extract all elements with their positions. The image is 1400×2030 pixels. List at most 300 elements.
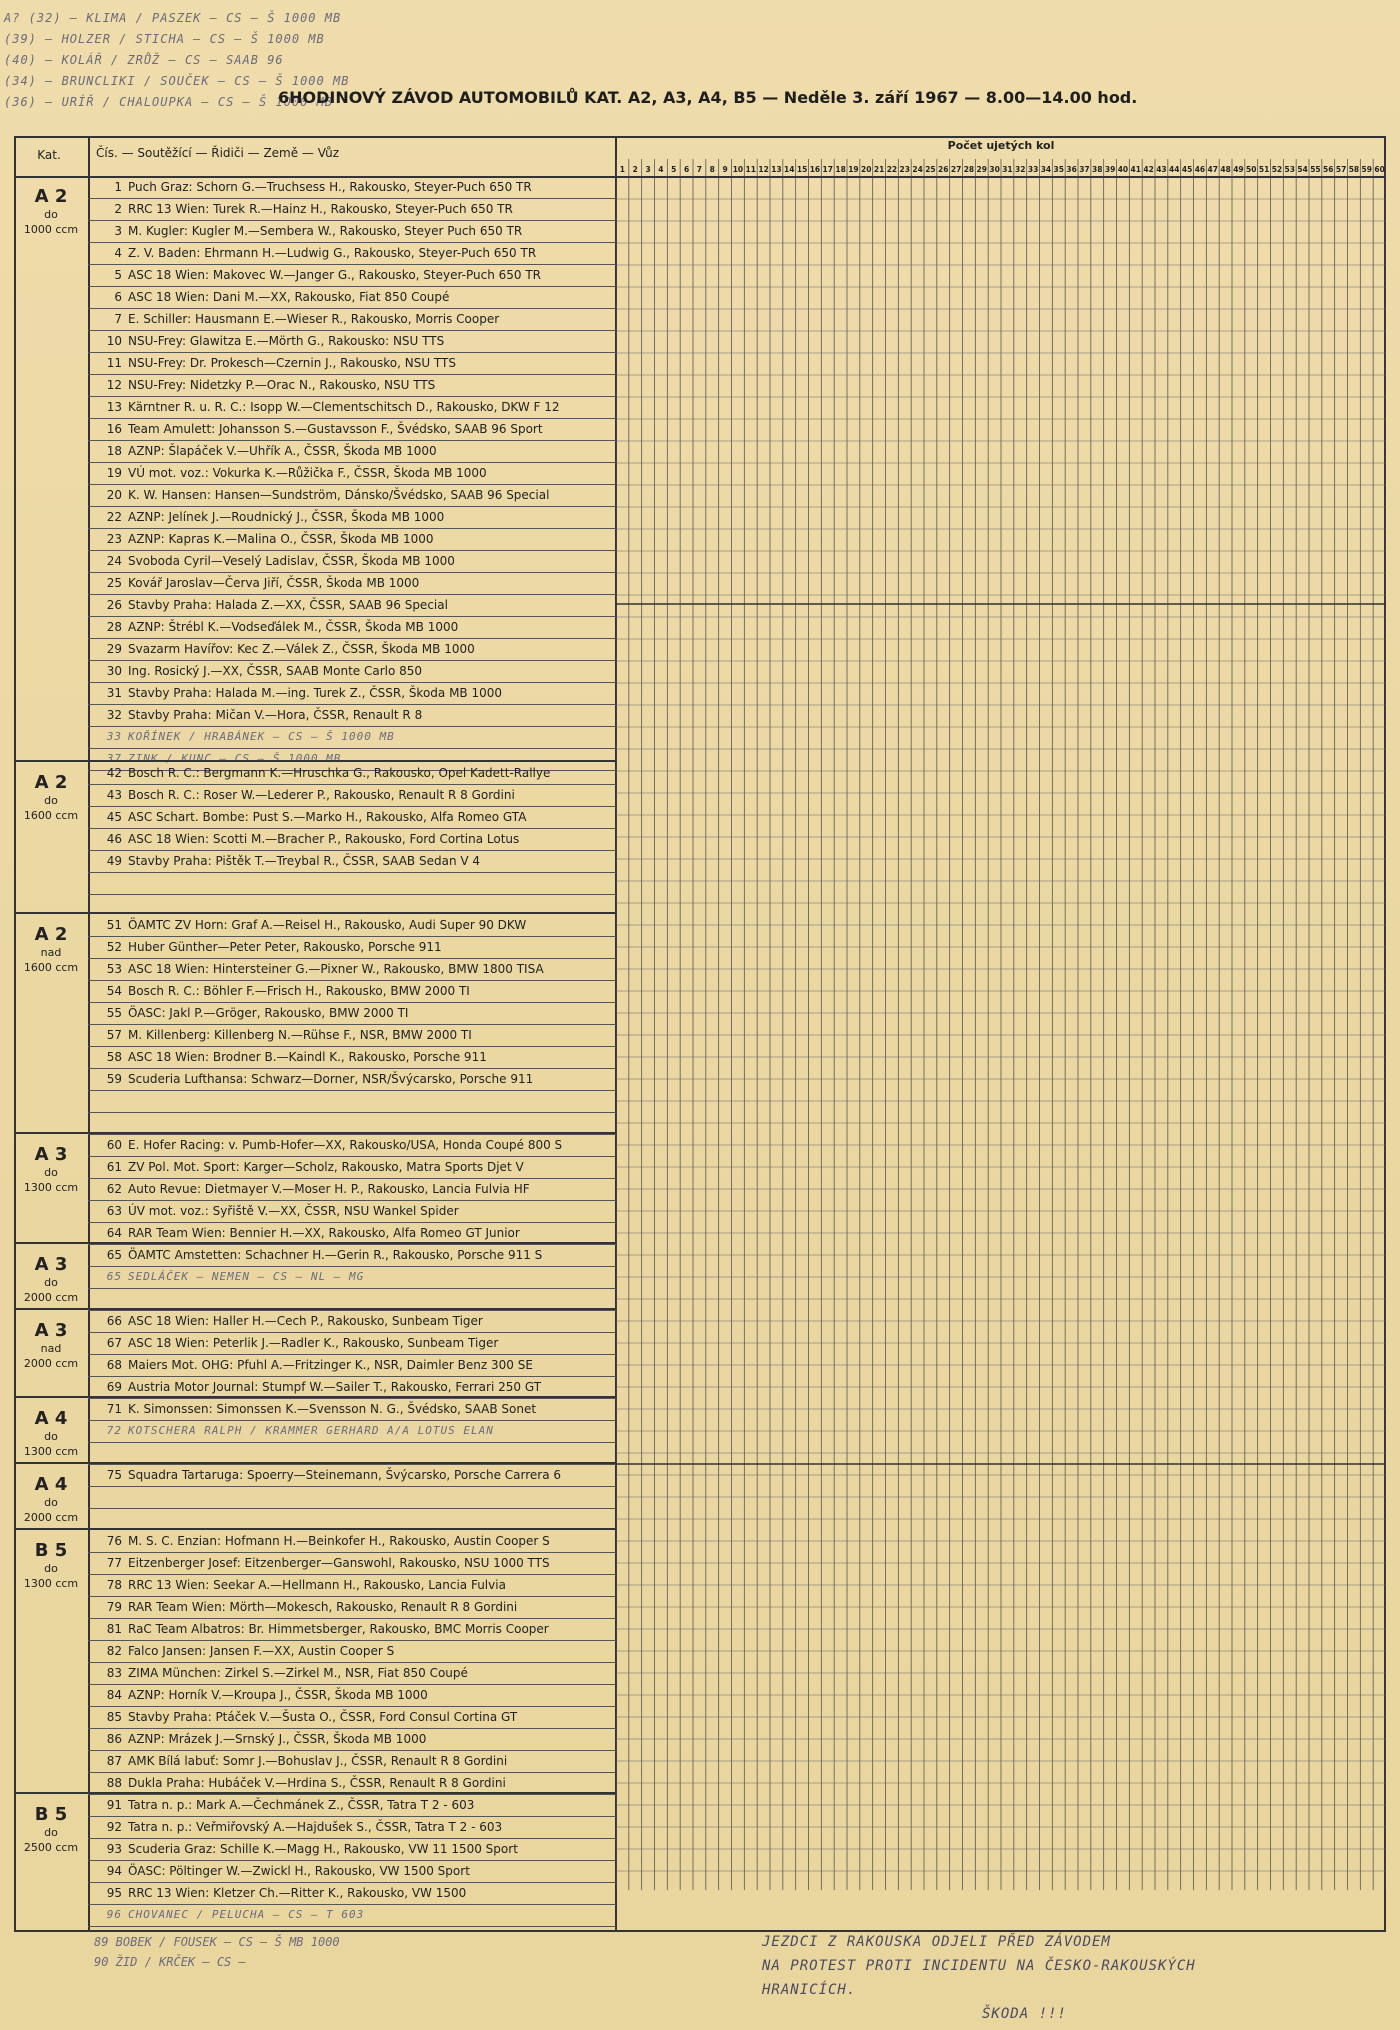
handwritten-line: 90 ŽID / KRČEK – CS – xyxy=(94,1955,246,1969)
entry-text: M. Killenberg: Killenberg N.—Rühse F., NSR, BMW 2000 TI xyxy=(128,1028,472,1042)
table-row xyxy=(88,980,616,1003)
entry-text: AZNP: Horník V.—Kroupa J., ČSSR, Škoda MB 1000 xyxy=(128,1688,428,1702)
table-row xyxy=(88,1750,616,1773)
entry-number: 76 xyxy=(106,1534,122,1548)
category-capacity: 2000 ccm xyxy=(23,1511,79,1524)
entry-number: 67 xyxy=(106,1336,122,1350)
lap-number: 30 xyxy=(989,165,1000,174)
table-row xyxy=(88,484,616,507)
entry-number: 51 xyxy=(106,918,122,932)
lap-number: 46 xyxy=(1194,165,1206,174)
entry-text: RRC 13 Wien: Turek R.—Hainz H., Rakousko, Steyer-Puch 650 TR xyxy=(128,202,513,216)
entry-number: 3 xyxy=(114,224,122,238)
entry-text: Tatra n. p.: Mark A.—Čechmánek Z., ČSSR, Tatra T 2 - 603 xyxy=(128,1798,475,1812)
entry-text: SEDLÁČEK – NEMEN – CS – NL – MG xyxy=(128,1270,365,1283)
table-row xyxy=(88,506,616,529)
lap-number: 52 xyxy=(1271,165,1283,174)
category-code: A 2 xyxy=(34,772,68,793)
entry-text: ÚV mot. voz.: Syřiště V.—XX, ČSSR, NSU Wankel Spider xyxy=(128,1204,459,1218)
table-row xyxy=(88,198,616,221)
lap-number: 13 xyxy=(771,165,782,174)
lap-number: 32 xyxy=(1015,165,1026,174)
entry-text: ASC 18 Wien: Brodner B.—Kaindl K., Rakousko, Porsche 911 xyxy=(128,1050,487,1064)
lap-number: 2 xyxy=(632,165,638,174)
entry-text: Maiers Mot. OHG: Pfuhl A.—Fritzinger K., NSR, Daimler Benz 300 SE xyxy=(128,1358,533,1372)
entry-text: E. Hofer Racing: v. Pumb-Hofer—XX, Rakousko/USA, Honda Coupé 800 S xyxy=(128,1138,563,1152)
category-code: A 2 xyxy=(34,186,68,207)
handwritten-line: (34) – BRUNCLIKI / SOUČEK – CS – Š 1000 MB xyxy=(4,74,350,88)
entry-text: K. W. Hansen: Hansen—Sundström, Dánsko/Švédsko, SAAB 96 Special xyxy=(128,488,550,502)
entry-number: 69 xyxy=(106,1380,122,1394)
table-row xyxy=(88,1002,616,1025)
category-label xyxy=(14,1474,88,1525)
category-code: A 3 xyxy=(34,1320,68,1341)
handwritten-line: 89 BOBEK / FOUSEK – CS – Š MB 1000 xyxy=(94,1935,340,1949)
lap-number: 53 xyxy=(1284,165,1295,174)
table-row xyxy=(88,308,616,331)
entry-number: 77 xyxy=(106,1556,122,1570)
entry-text: RaC Team Albatros: Br. Himmetsberger, Rakousko, BMC Morris Cooper xyxy=(128,1622,549,1636)
category-label xyxy=(14,1408,88,1459)
table-row xyxy=(88,1244,616,1267)
lap-number: 20 xyxy=(861,165,872,174)
entry-text: Dukla Praha: Hubáček V.—Hrdina S., ČSSR, Renault R 8 Gordini xyxy=(128,1776,506,1790)
lap-number: 16 xyxy=(809,165,821,174)
category-code: A 2 xyxy=(34,924,68,945)
category-capacity: 2000 ccm xyxy=(23,1357,79,1370)
table-row xyxy=(88,1728,616,1751)
table-row xyxy=(88,872,616,895)
entry-number: 62 xyxy=(106,1182,122,1196)
category-label xyxy=(14,1540,88,1591)
entry-number: 20 xyxy=(106,488,122,502)
entry-number: 71 xyxy=(106,1402,122,1416)
category-qualifier: do xyxy=(44,1496,58,1509)
entry-number: 60 xyxy=(106,1138,122,1152)
lap-number: 29 xyxy=(976,165,987,174)
table-row xyxy=(88,726,616,749)
category-capacity: 2500 ccm xyxy=(23,1841,79,1854)
entry-number: 37 xyxy=(106,752,122,765)
handwritten-line: (39) – HOLZER / STICHA – CS – Š 1000 MB xyxy=(4,32,325,46)
table-row xyxy=(88,914,616,937)
lap-number: 42 xyxy=(1143,165,1154,174)
table-row xyxy=(88,1618,616,1641)
category-code: A 3 xyxy=(34,1144,68,1165)
lap-number: 57 xyxy=(1335,165,1347,174)
entry-number: 18 xyxy=(106,444,122,458)
lap-number: 1 xyxy=(619,165,626,174)
entry-number: 33 xyxy=(106,730,122,743)
entry-number: 23 xyxy=(106,532,122,546)
entry-number: 22 xyxy=(106,510,122,524)
entry-number: 52 xyxy=(106,940,122,954)
entry-text: Tatra n. p.: Veřmiřovský A.—Hajdušek S., ČSSR, Tatra T 2 - 603 xyxy=(128,1820,503,1834)
lap-number: 10 xyxy=(732,165,744,174)
entry-text: Stavby Praha: Halada M.—ing. Turek Z., ČSSR, Škoda MB 1000 xyxy=(128,686,503,700)
lap-number: 7 xyxy=(696,165,703,174)
table-row xyxy=(88,352,616,375)
entry-number: 13 xyxy=(106,400,122,414)
table-row xyxy=(88,1640,616,1663)
entry-text: AZNP: Mrázek J.—Srnský J., ČSSR, Škoda MB 1000 xyxy=(128,1732,427,1746)
table-row xyxy=(88,220,616,243)
entry-text: KOŘÍNEK / HRABÁNEK – CS – Š 1000 MB xyxy=(128,730,395,743)
entry-text: Kärntner R. u. R. C.: Isopp W.—Clementschitsch D., Rakousko, DKW F 12 xyxy=(128,400,560,414)
entry-text: ASC 18 Wien: Dani M.—XX, Rakousko, Fiat 850 Coupé xyxy=(128,290,450,304)
table-row xyxy=(88,1464,616,1487)
entry-text: NSU-Frey: Dr. Prokesch—Czernin J., Rakousko, NSU TTS xyxy=(128,356,456,370)
table-row xyxy=(88,1552,616,1575)
entry-text: RRC 13 Wien: Seekar A.—Hellmann H., Rakousko, Lancia Fulvia xyxy=(128,1578,506,1592)
entry-number: 19 xyxy=(106,466,122,480)
entry-number: 83 xyxy=(106,1666,122,1680)
entry-number: 79 xyxy=(106,1600,122,1614)
entry-number: 91 xyxy=(106,1798,122,1812)
lap-number: 55 xyxy=(1310,165,1321,174)
lap-number: 43 xyxy=(1156,165,1167,174)
table-row xyxy=(88,1024,616,1047)
entry-number: 11 xyxy=(106,356,122,370)
entry-text: CHOVANEC / PELUCHA – CS – T 603 xyxy=(128,1908,365,1921)
handwritten-protest-note xyxy=(762,1930,1196,2026)
entry-number: 26 xyxy=(106,598,122,612)
lap-number: 9 xyxy=(722,165,728,174)
table-row xyxy=(88,1134,616,1157)
entry-number: 32 xyxy=(106,708,122,722)
entry-text: Z. V. Baden: Ehrmann H.—Ludwig G., Rakousko, Steyer-Puch 650 TR xyxy=(128,246,537,260)
entry-number: 42 xyxy=(106,766,122,780)
page-title: 6HODINOVÝ ZÁVOD AUTOMOBILŮ KAT. A2, A3, A4, B5 — Neděle 3. září 1967 — 8.00—14.00 hod. xyxy=(278,88,1138,107)
entry-number: 43 xyxy=(106,788,122,802)
entry-number: 30 xyxy=(106,664,122,678)
category-capacity: 1000 ccm xyxy=(23,223,79,236)
entry-number: 65 xyxy=(106,1248,122,1262)
lap-number: 4 xyxy=(658,165,664,174)
entry-number: 54 xyxy=(106,984,122,998)
lap-number: 36 xyxy=(1066,165,1077,174)
table-row xyxy=(88,440,616,463)
category-label xyxy=(14,772,88,823)
lap-number: 50 xyxy=(1246,165,1257,174)
table-row xyxy=(88,1860,616,1883)
lap-number: 54 xyxy=(1297,165,1308,174)
entry-number: 28 xyxy=(106,620,122,634)
entry-text: ASC 18 Wien: Haller H.—Cech P., Rakousko, Sunbeam Tiger xyxy=(128,1314,483,1328)
entry-number: 64 xyxy=(106,1226,122,1240)
table-row xyxy=(88,1420,616,1443)
category-capacity: 1600 ccm xyxy=(23,961,79,974)
lap-number: 45 xyxy=(1181,165,1193,174)
table-row xyxy=(88,572,616,595)
category-label xyxy=(14,924,88,975)
table-row xyxy=(88,1266,616,1289)
entry-number: 94 xyxy=(106,1864,122,1878)
lap-number: 11 xyxy=(745,165,756,174)
category-capacity: 1300 ccm xyxy=(23,1577,79,1590)
entry-number: 86 xyxy=(106,1732,122,1746)
entry-number: 61 xyxy=(106,1160,122,1174)
table-row xyxy=(88,1596,616,1619)
lap-number: 28 xyxy=(963,165,975,174)
handwritten-line: (36) – URÍŘ / CHALOUPKA – CS – Š 1000 MB xyxy=(4,95,333,109)
table-row xyxy=(88,264,616,287)
table-row xyxy=(88,1684,616,1707)
lap-number: 60 xyxy=(1374,165,1385,174)
entry-number: 87 xyxy=(106,1754,122,1768)
category-capacity: 1600 ccm xyxy=(23,809,79,822)
lap-number: 21 xyxy=(873,165,885,174)
entry-text: E. Schiller: Hausmann E.—Wieser R., Rakousko, Morris Cooper xyxy=(128,312,500,326)
table-row xyxy=(88,660,616,683)
entry-number: 72 xyxy=(106,1424,122,1437)
lap-number: 3 xyxy=(645,165,651,174)
entry-number: 78 xyxy=(106,1578,122,1592)
table-row xyxy=(88,1332,616,1355)
table-row xyxy=(88,1662,616,1685)
table-row xyxy=(88,1816,616,1839)
category-capacity: 1300 ccm xyxy=(23,1445,79,1458)
entry-text: Eitzenberger Josef: Eitzenberger—Ganswohl, Rakousko, NSU 1000 TTS xyxy=(128,1556,550,1570)
table-row xyxy=(88,1904,616,1927)
lap-number: 31 xyxy=(1002,165,1013,174)
category-qualifier: do xyxy=(44,1276,58,1289)
entry-text: AMK Bílá labuť: Somr J.—Bohuslav J., ČSSR, Renault R 8 Gordini xyxy=(128,1754,508,1768)
category-code: B 5 xyxy=(34,1540,68,1561)
table-row xyxy=(88,1706,616,1729)
entry-number: 2 xyxy=(114,202,122,216)
entry-text: Stavby Praha: Pištěk T.—Treybal R., ČSSR, SAAB Sedan V 4 xyxy=(128,854,481,868)
lap-number: 49 xyxy=(1233,165,1244,174)
entry-text: RAR Team Wien: Bennier H.—XX, Rakousko, Alfa Romeo GT Junior xyxy=(128,1226,520,1240)
entry-number: 12 xyxy=(106,378,122,392)
table-row xyxy=(88,550,616,573)
table-row xyxy=(88,958,616,981)
lap-number: 26 xyxy=(938,165,949,174)
header-category: Kat. xyxy=(37,148,61,162)
entry-number: 85 xyxy=(106,1710,122,1724)
entry-text: Scuderia Graz: Schille K.—Magg H., Rakousko, VW 11 1500 Sport xyxy=(128,1842,518,1856)
table-row xyxy=(88,528,616,551)
lap-number: 14 xyxy=(784,165,795,174)
table-row xyxy=(88,936,616,959)
table-row xyxy=(88,1354,616,1377)
entry-number: 63 xyxy=(106,1204,122,1218)
category-label xyxy=(14,1144,88,1195)
table-row xyxy=(88,286,616,309)
entry-text: AZNP: Šlapáček V.—Uhřík A., ČSSR, Škoda MB 1000 xyxy=(128,444,437,458)
category-qualifier: do xyxy=(44,1562,58,1575)
table-row xyxy=(88,1530,616,1553)
lap-number: 59 xyxy=(1361,165,1372,174)
entry-number: 1 xyxy=(114,180,122,194)
lap-number: 27 xyxy=(950,165,962,174)
lap-number: 5 xyxy=(671,165,677,174)
table-row xyxy=(88,1068,616,1091)
entry-number: 6 xyxy=(114,290,122,304)
lap-number: 25 xyxy=(925,165,936,174)
category-code: B 5 xyxy=(34,1804,68,1825)
entry-text: Squadra Tartaruga: Spoerry—Steinemann, Švýcarsko, Porsche Carrera 6 xyxy=(128,1468,562,1482)
lap-number: 6 xyxy=(683,165,690,174)
table-row xyxy=(88,704,616,727)
entry-text: Svazarm Havířov: Kec Z.—Válek Z., ČSSR, Škoda MB 1000 xyxy=(128,642,475,656)
table-row xyxy=(88,374,616,397)
table-row xyxy=(88,1310,616,1333)
entry-number: 5 xyxy=(114,268,122,282)
entry-number: 10 xyxy=(106,334,122,348)
lap-number: 47 xyxy=(1207,165,1218,174)
entry-text: K. Simonssen: Simonssen K.—Svensson N. G., Švédsko, SAAB Sonet xyxy=(128,1402,537,1416)
entry-number: 29 xyxy=(106,642,122,656)
category-qualifier: nad xyxy=(40,1342,62,1355)
category-qualifier: do xyxy=(44,1430,58,1443)
lap-number: 33 xyxy=(1027,165,1039,174)
lap-number: 22 xyxy=(886,165,898,174)
lap-number: 38 xyxy=(1092,165,1103,174)
entry-number: 82 xyxy=(106,1644,122,1658)
entry-number: 16 xyxy=(106,422,122,436)
lap-number: 40 xyxy=(1117,165,1129,174)
table-row xyxy=(88,462,616,485)
lap-number: 51 xyxy=(1258,165,1270,174)
category-qualifier: nad xyxy=(40,946,62,959)
entry-number: 25 xyxy=(106,576,122,590)
lap-number: 23 xyxy=(899,165,910,174)
lap-number: 34 xyxy=(1040,165,1052,174)
entry-text: ASC 18 Wien: Makovec W.—Janger G., Rakousko, Steyer-Puch 650 TR xyxy=(128,268,542,282)
entry-text: ÖAMTC ZV Horn: Graf A.—Reisel H., Rakousko, Audi Super 90 DKW xyxy=(128,918,527,932)
entry-number: 96 xyxy=(106,1908,122,1921)
table-row xyxy=(88,1838,616,1861)
table-row xyxy=(88,1156,616,1179)
table-row xyxy=(88,638,616,661)
entry-number: 58 xyxy=(106,1050,122,1064)
entry-text: Ing. Rosický J.—XX, ČSSR, SAAB Monte Carlo 850 xyxy=(128,664,423,678)
entry-number: 81 xyxy=(106,1622,122,1636)
category-qualifier: do xyxy=(44,1826,58,1839)
category-capacity: 1300 ccm xyxy=(23,1181,79,1194)
entry-number: 31 xyxy=(106,686,122,700)
category-qualifier: do xyxy=(44,794,58,807)
entry-text: ZIMA München: Zirkel S.—Zirkel M., NSR, Fiat 850 Coupé xyxy=(128,1666,468,1680)
table-row xyxy=(88,682,616,705)
entry-text: RRC 13 Wien: Kletzer Ch.—Ritter K., Rakousko, VW 1500 xyxy=(128,1886,467,1900)
entry-text: ZINK / KUNC – CS – Š 1000 MB xyxy=(128,752,342,765)
entry-text: Scuderia Lufthansa: Schwarz—Dorner, NSR/Švýcarsko, Porsche 911 xyxy=(128,1072,534,1086)
entry-number: 24 xyxy=(106,554,122,568)
table-row xyxy=(88,806,616,829)
handwritten-line: ŠKODA !!! xyxy=(982,2006,1067,2022)
entry-text: Stavby Praha: Ptáček V.—Šusta O., ČSSR, Ford Consul Cortina GT xyxy=(128,1710,518,1724)
table-row xyxy=(88,850,616,873)
entry-number: 45 xyxy=(106,810,122,824)
lap-number: 15 xyxy=(796,165,808,174)
entry-text: VÚ mot. voz.: Vokurka K.—Růžička F., ČSSR, Škoda MB 1000 xyxy=(128,466,487,480)
category-label xyxy=(14,1254,88,1305)
entry-text: ÖASC: Jakl P.—Gröger, Rakousko, BMW 2000 TI xyxy=(128,1006,409,1020)
entry-number: 88 xyxy=(106,1776,122,1790)
handwritten-line: HRANICÍCH. xyxy=(762,1982,857,1998)
entry-text: AZNP: Kapras K.—Malina O., ČSSR, Škoda MB 1000 xyxy=(128,532,434,546)
entry-number: 4 xyxy=(114,246,122,260)
handwritten-extra-entries xyxy=(94,1932,340,1972)
category-code: A 4 xyxy=(34,1408,68,1429)
category-code: A 4 xyxy=(34,1474,68,1495)
table-row xyxy=(88,418,616,441)
entry-text: Team Amulett: Johansson S.—Gustavsson F., Švédsko, SAAB 96 Sport xyxy=(128,422,543,436)
entry-number: 68 xyxy=(106,1358,122,1372)
entry-text: ÖASC: Pöltinger W.—Zwickl H., Rakousko, VW 1500 Sport xyxy=(128,1864,470,1878)
lap-number: 37 xyxy=(1079,165,1090,174)
table-row xyxy=(88,616,616,639)
category-label xyxy=(14,1320,88,1371)
entry-text: AZNP: Štrébl K.—Vodseďálek M., ČSSR, Škoda MB 1000 xyxy=(128,620,459,634)
table-row xyxy=(88,1398,616,1421)
entry-number: 93 xyxy=(106,1842,122,1856)
category-label xyxy=(14,1804,88,1855)
entry-text: Huber Günther—Peter Peter, Rakousko, Porsche 911 xyxy=(128,940,442,954)
entry-text: Bosch R. C.: Roser W.—Lederer P., Rakousko, Renault R 8 Gordini xyxy=(128,788,515,802)
lap-number: 18 xyxy=(835,165,846,174)
entry-text: ASC Schart. Bombe: Pust S.—Marko H., Rakousko, Alfa Romeo GTA xyxy=(128,810,527,824)
entry-text: Stavby Praha: Halada Z.—XX, ČSSR, SAAB 96 Special xyxy=(128,598,448,612)
entry-text: ASC 18 Wien: Hintersteiner G.—Pixner W., Rakousko, BMW 1800 TISA xyxy=(128,962,544,976)
category-label xyxy=(14,186,88,237)
entry-text: Puch Graz: Schorn G.—Truchsess H., Rakousko, Steyer-Puch 650 TR xyxy=(128,180,532,194)
table-row xyxy=(88,176,616,199)
table-row xyxy=(88,396,616,419)
entry-text: ZV Pol. Mot. Sport: Karger—Scholz, Rakousko, Matra Sports Djet V xyxy=(128,1160,524,1174)
entry-number: 66 xyxy=(106,1314,122,1328)
entry-number: 59 xyxy=(106,1072,122,1086)
lap-number: 56 xyxy=(1323,165,1334,174)
entry-text: ÖAMTC Amstetten: Schachner H.—Gerin R., Rakousko, Porsche 911 S xyxy=(128,1248,543,1262)
entry-number: 84 xyxy=(106,1688,122,1702)
category-code: A 3 xyxy=(34,1254,68,1275)
lap-grid xyxy=(616,159,1386,1890)
category-capacity: 2000 ccm xyxy=(23,1291,79,1304)
table-row xyxy=(88,784,616,807)
entry-text: M. Kugler: Kugler M.—Sembera W., Rakousko, Steyer Puch 650 TR xyxy=(128,224,523,238)
lap-number: 19 xyxy=(848,165,859,174)
table-row xyxy=(88,1178,616,1201)
entry-number: 75 xyxy=(106,1468,122,1482)
table-row xyxy=(88,1574,616,1597)
lap-number: 12 xyxy=(758,165,769,174)
lap-number: 41 xyxy=(1130,165,1141,174)
handwritten-line: A? (32) – KLIMA / PASZEK – CS – Š 1000 MB xyxy=(4,11,342,25)
category-qualifier: do xyxy=(44,208,58,221)
table-row xyxy=(88,1200,616,1223)
table-row xyxy=(88,1046,616,1069)
entry-text: Bosch R. C.: Bergmann K.—Hruschka G., Rakousko, Opel Kadett-Rallye xyxy=(128,766,551,780)
handwritten-line: JEZDCI Z RAKOUSKA ODJELI PŘED ZÁVODEM xyxy=(762,1934,1111,1950)
entry-text: Auto Revue: Dietmayer V.—Moser H. P., Rakousko, Lancia Fulvia HF xyxy=(128,1182,530,1196)
entry-text: M. S. C. Enzian: Hofmann H.—Beinkofer H., Rakousko, Austin Cooper S xyxy=(128,1534,550,1548)
lap-number: 8 xyxy=(709,165,715,174)
table-row xyxy=(88,1486,616,1509)
entry-number: 46 xyxy=(106,832,122,846)
header-entry: Čís. — Soutěžící — Řidiči — Země — Vůz xyxy=(96,146,340,160)
entry-text: Falco Jansen: Jansen F.—XX, Austin Cooper S xyxy=(128,1644,395,1658)
entry-number: 65 xyxy=(106,1270,122,1283)
table-row xyxy=(88,330,616,353)
entry-text: Bosch R. C.: Böhler F.—Frisch H., Rakousko, BMW 2000 TI xyxy=(128,984,470,998)
table-row xyxy=(88,242,616,265)
entry-number: 95 xyxy=(106,1886,122,1900)
category-qualifier: do xyxy=(44,1166,58,1179)
